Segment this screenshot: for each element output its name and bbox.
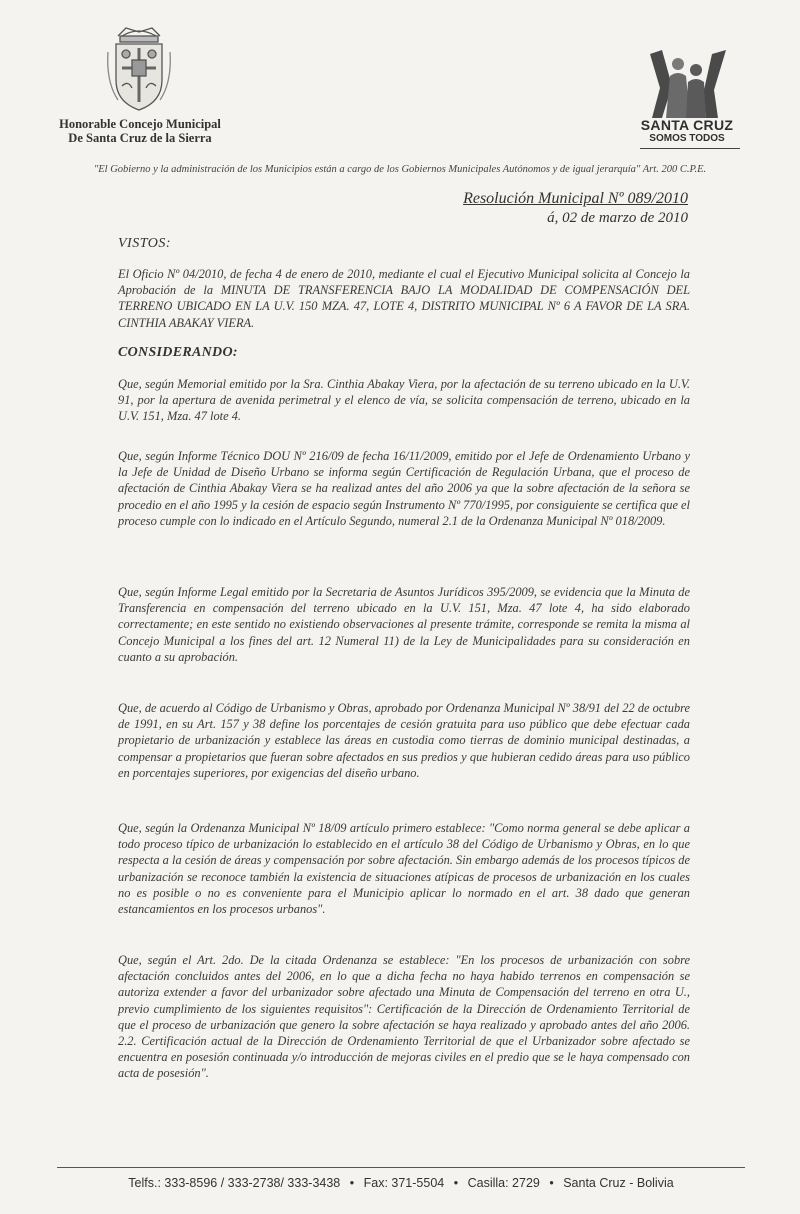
footer-city: Santa Cruz - Bolivia: [563, 1176, 674, 1190]
footer-separator: •: [349, 1176, 355, 1190]
paragraph-informe-legal: Que, según Informe Legal emitido por la Secretaria de Asuntos Jurídicos 395/2009, se evidencia que la Minuta de Transferencia en compensación del terreno ubicado en la U.V. 151, Mza. 47 lote 4, ha sido elaborado correctamente; en este sentido no existiendo observaciones al presente trámite, corresponde se remita la misma al Concejo Municipal a los fines del art. 12 Numeral 11) de la Ley de Municipalidades para su consideración en cuanto a su aprobación.: [118, 585, 690, 664]
paragraph-art-2do: Que, según el Art. 2do. De la citada Ordenanza se establece: "En los procesos de urbanización con sobre afectación concluidos antes del 2006, en lo que a dicha fecha no haya habido terrenos en compensación se autoriza extender a favor del urbanizador sobre afectado una Minuta de Compensación del terreno en otra U., previo cumplimiento de los siguientes requisitos": Certificación de la Dirección de Ordenamiento Territorial de que el proceso de urbanización que genero la sobre afectación se haya realizado y aprobado antes del año 2006. 2.2. Certificación actual de la Dirección de Ordenamiento Territorial de que el Urbanizador sobre afectado se encuentra en posesión continuada y/o introducción de mejoras civiles en el predio que se le haya compensado con acta de posesión".: [118, 953, 690, 1081]
footer-divider: [57, 1167, 745, 1168]
council-line-1: Honorable Concejo Municipal: [59, 117, 221, 131]
santa-cruz-logo-icon: [632, 46, 742, 118]
council-name: [40, 117, 240, 145]
resolution-title: Resolución Municipal Nº 089/2010: [463, 190, 688, 207]
footer-separator: •: [453, 1176, 459, 1190]
paragraph-oficio: El Oficio Nº 04/2010, de fecha 4 de enero de 2010, mediante el cual el Ejecutivo Municipal solicita al Concejo la Aprobación de la MINUTA DE TRANSFERENCIA BAJO LA MODALIDAD DE COMPENSACIÓN DEL TERRENO UBICADO EN LA U.V. 150 MZA. 47, LOTE 4, DISTRITO MUNICIPAL Nº 6 A FAVOR DE LA SRA. CINTHIA ABAKAY VIERA.: [118, 267, 690, 330]
santa-cruz-logo-slogan: SOMOS TODOS: [649, 133, 725, 144]
municipal-crest-icon: [104, 22, 174, 114]
section-vistos: VISTOS:: [118, 236, 172, 251]
council-line-2: De Santa Cruz de la Sierra: [68, 131, 212, 145]
paragraph-ordenanza-18-09: Que, según la Ordenanza Municipal Nº 18/09 artículo primero establece: "Como norma general se debe aplicar a todo proceso típico de urbanización lo establecido en el artículo 38 del Código de Urbanismo y Obras, en lo que respecta a la cesión de áreas y compensación por sobre afectación. Sin embargo además de los procesos típicos de urbanización se reconoce también la existencia de situaciones atípicas de procesos de urbanización en los cuales no es posible o no es conveniente para el Municipio aplicar lo normado en el art. 38 dado que generan estancamientos en los procesos urbanos".: [118, 821, 690, 917]
footer-separator: •: [549, 1176, 554, 1190]
footer-fax: Fax: 371-5504: [363, 1176, 445, 1190]
resolution-date: á, 02 de marzo de 2010: [547, 210, 688, 226]
paragraph-informe-tecnico: Que, según Informe Técnico DOU Nº 216/09 de fecha 16/11/2009, emitido por el Jefe de Ordenamiento Urbano y la Jefe de Unidad de Diseño Urbano se informa según Certificación de Regulación Urbana, que el proceso de afectación de Cinthia Abakay Viera se ha realizad antes del año 2006 ya que la sobre afectación de la señora se procedio en el año 1995 y la cesión de espacio según Instrumento Nº 770/1995, por consiguiente se certifica que el proceso cumple con lo indicado en el Artículo Segundo, numeral 2.1 de la Ordenanza Municipal Nº 018/2009.: [118, 449, 690, 528]
footer-phones: Telfs.: 333-8596 / 333-2738/ 333-3438: [128, 1176, 341, 1190]
constitution-quote: "El Gobierno y la administración de los Municipios están a cargo de los Gobiernos Municipales Autónomos y de igual jerarquía" Art. 200 C.P.E.: [93, 164, 707, 175]
footer-casilla: Casilla: 2729: [467, 1176, 540, 1190]
paragraph-codigo-urbanismo: Que, de acuerdo al Código de Urbanismo y Obras, aprobado por Ordenanza Municipal Nº 38/91 del 22 de octubre de 1991, en su Art. 157 y 38 define los porcentajes de cesión gratuita para uso público que debe efectuar cada propietario de urbanización y establece las áreas en custodia como tierras de dominio municipal destinadas, a compensar a propietarios que fueran sobre afectados en sus predios y que hubieran cedido áreas para uso público en porcentajes superiores, por exigencias del diseño urbano.: [118, 701, 690, 780]
logo-underline: [640, 148, 740, 149]
footer-contact: [57, 1176, 745, 1190]
paragraph-memorial: Que, según Memorial emitido por la Sra. Cinthia Abakay Viera, por la afectación de su terreno ubicado en la U.V. 91, por la apertura de avenida perimetral y el elenco de vía, se solicita compensación de terreno, ubicado en la U.V. 151, Mza. 47 lote 4.: [118, 377, 690, 424]
section-considerando: CONSIDERANDO:: [118, 345, 238, 360]
santa-cruz-logo-name: SANTA CRUZ: [640, 117, 734, 133]
